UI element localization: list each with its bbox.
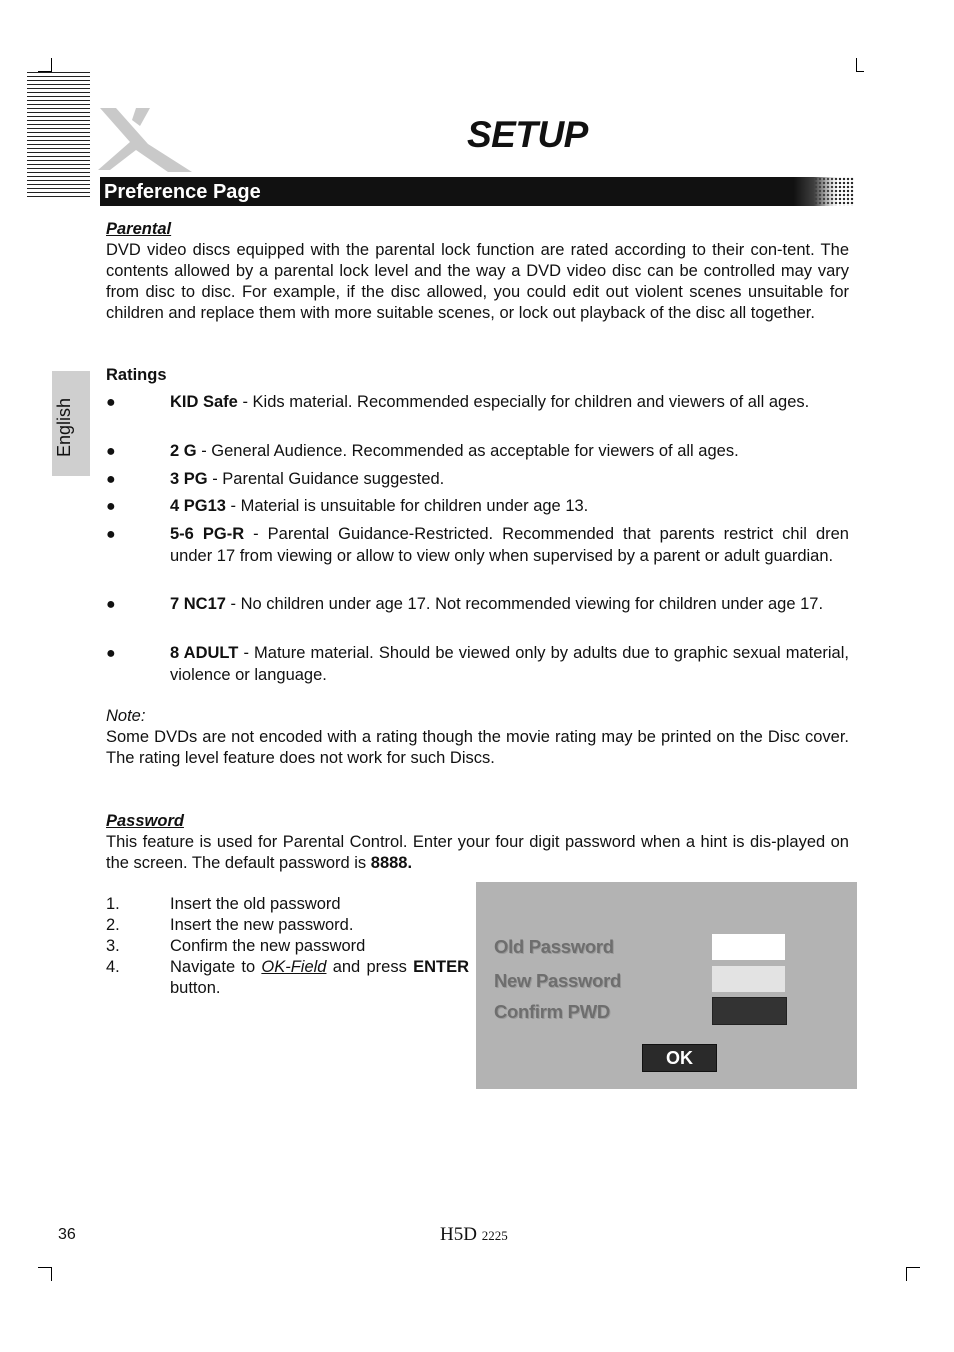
- new-password-label: New Password: [494, 970, 621, 991]
- rating-name: 4 PG13: [170, 497, 226, 515]
- note-body: Some DVDs are not encoded with a rating though the movie rating may be printed on the Disc cover. The rating level feature does not work for such Discs.: [106, 728, 849, 767]
- ratings-heading: Ratings: [106, 366, 167, 384]
- note-label: Note:: [106, 707, 146, 725]
- password-body-text: This feature is used for Parental Control. Enter your four digit password when a hint is dis-played on the screen. The default password is: [106, 833, 849, 872]
- page-title: SETUP: [467, 114, 588, 155]
- confirm-pwd-label: Confirm PWD: [494, 1001, 610, 1022]
- parental-heading: Parental: [106, 220, 172, 238]
- rating-name: 5-6 PG-R: [170, 525, 245, 543]
- bullet-icon: ●: [106, 645, 116, 662]
- bullet-icon: ●: [106, 498, 116, 515]
- enter-key: ENTER: [413, 958, 469, 976]
- step-number: 2.: [106, 916, 120, 934]
- crop-mark: [856, 58, 857, 72]
- step-text-post: button.: [170, 979, 221, 997]
- ok-button[interactable]: OK: [642, 1044, 717, 1072]
- header-stripes: [27, 72, 90, 200]
- crop-mark: [38, 1267, 52, 1268]
- page-number: 36: [58, 1226, 76, 1243]
- password-heading: Password: [106, 812, 184, 830]
- step-number: 4.: [106, 958, 120, 976]
- bullet-icon: ●: [106, 443, 116, 460]
- rating-name: 8 ADULT: [170, 644, 239, 662]
- rating-desc: - Material is unsuitable for children under age 13.: [225, 497, 589, 515]
- rating-desc: - Parental Guidance-Restricted. Recommended that parents restrict chil dren under 17 from viewing or allow to view only when supervised by a parent or adult guardian.: [170, 525, 849, 565]
- crop-mark: [51, 58, 52, 72]
- rating-name: 3 PG: [170, 470, 208, 488]
- password-body: [106, 832, 849, 874]
- old-password-field[interactable]: [712, 934, 785, 960]
- bullet-icon: ●: [106, 394, 116, 411]
- step-number: 3.: [106, 937, 120, 955]
- bullet-icon: ●: [106, 471, 116, 488]
- old-password-label: Old Password: [494, 936, 614, 957]
- language-tab-label: English: [54, 397, 74, 457]
- bar-dot-pattern: [814, 177, 854, 206]
- model-name: [440, 1224, 508, 1246]
- section-bar: [100, 177, 854, 206]
- bullet-icon: ●: [106, 596, 116, 613]
- rating-name: KID Safe: [170, 393, 238, 411]
- rating-desc: - Parental Guidance suggested.: [207, 470, 445, 488]
- default-password: 8888.: [370, 854, 413, 872]
- step-text: Confirm the new password: [170, 937, 366, 955]
- parental-body: DVD video discs equipped with the parental lock function are rated according to their con-tent. The contents allowed by a parental lock level and the way a DVD video disc can be controlled may vary from disc to disc. For example, if the disc allowed, you could edit out violent scenes unsuitable for children and replace them with more suitable scenes, or lock out playback of the disc all together.: [106, 241, 849, 322]
- step-text: [170, 957, 469, 999]
- rating-desc: - Kids material. Recommended especially for children and viewers of all ages.: [237, 393, 810, 411]
- rating-name: 7 NC17: [170, 595, 226, 613]
- step-text: Insert the old password: [170, 895, 341, 913]
- crop-mark: [906, 1267, 907, 1281]
- rating-name: 2 G: [170, 442, 197, 460]
- brand-logo: [96, 104, 196, 181]
- language-tab: [52, 371, 90, 476]
- step-text: Insert the new password.: [170, 916, 354, 934]
- model-text: H5D: [440, 1224, 477, 1245]
- model-number: 2225: [481, 1228, 508, 1243]
- new-password-field[interactable]: [712, 966, 785, 992]
- step-number: 1.: [106, 895, 120, 913]
- crop-mark: [906, 1267, 920, 1268]
- section-title: Preference Page: [104, 181, 261, 203]
- rating-desc: - Mature material. Should be viewed only by adults due to graphic sexual material, violence or language.: [170, 644, 849, 684]
- bullet-icon: ●: [106, 526, 116, 543]
- rating-desc: - No children under age 17. Not recommended viewing for children under age 17.: [225, 595, 824, 613]
- crop-mark: [51, 1267, 52, 1281]
- rating-desc: - General Audience. Recommended as acceptable for viewers of all ages.: [196, 442, 739, 460]
- step-text-pre: Navigate to: [170, 958, 262, 976]
- confirm-pwd-field[interactable]: [712, 997, 787, 1025]
- password-dialog: [476, 882, 857, 1089]
- step-text-mid: and press: [326, 958, 414, 976]
- ok-field-link: OK-Field: [261, 958, 327, 976]
- crop-mark: [856, 71, 864, 72]
